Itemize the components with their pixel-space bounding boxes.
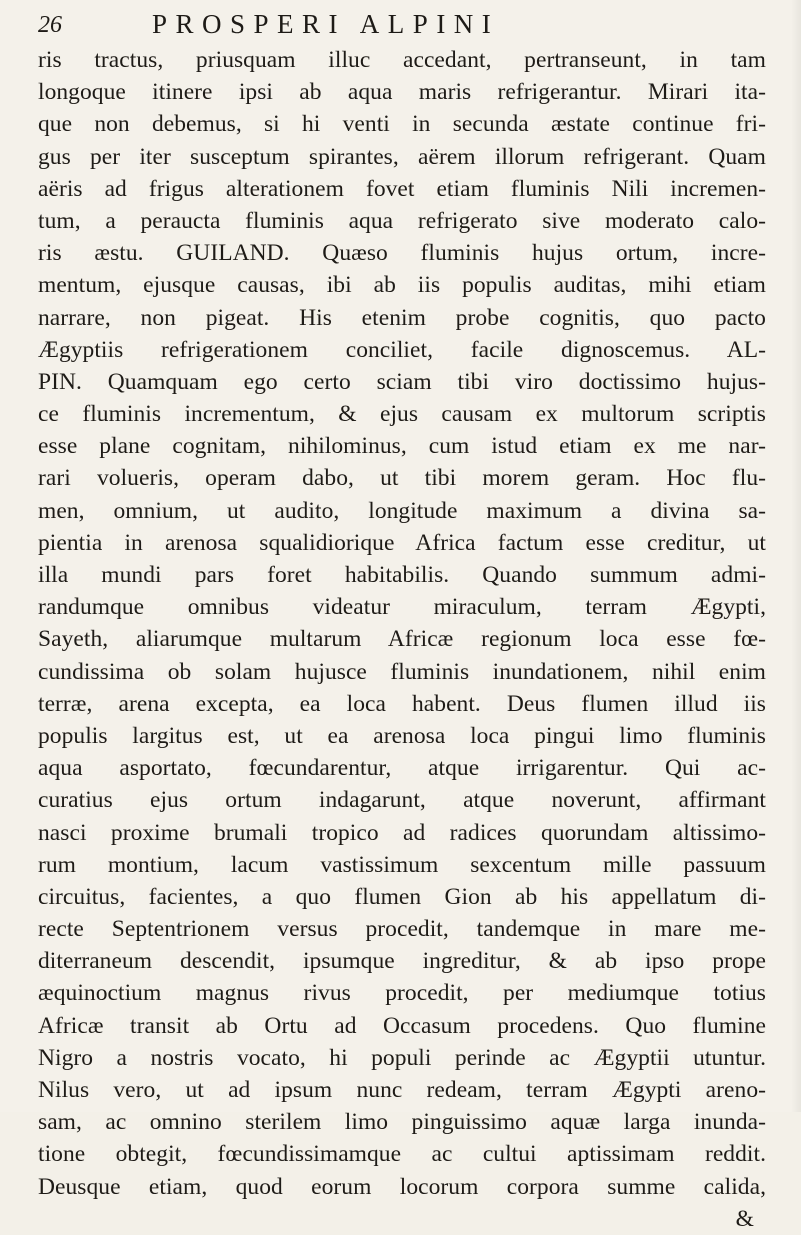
body-text: [38, 44, 766, 1235]
text-line: gus per iter susceptum spirantes, aërem illorum refrigerant. Quam: [38, 143, 766, 170]
text-line: narrare, non pigeat. His etenim probe cognitis, quo pacto: [38, 304, 766, 331]
text-line: randumque omnibus videatur miraculum, terram Ægypti,: [38, 594, 766, 621]
text-line: Deusque etiam, quod eorum locorum corpora summe calida,: [38, 1173, 766, 1200]
text-line: men, omnium, ut audito, longitude maximum a divina sa-: [38, 497, 766, 524]
text-line: rari volueris, operam dabo, ut tibi morem geram. Hoc flu-: [38, 465, 766, 492]
text-line: Nigro a nostris vocato, hi populi perinde ac Ægyptii utuntur.: [38, 1044, 766, 1071]
text-line: diterraneum descendit, ipsumque ingreditur, & ab ipso prope: [38, 948, 766, 975]
text-line: Sayeth, aliarumque multarum Africæ regionum loca esse fœ-: [38, 626, 766, 653]
text-line: tum, a perauсta fluminis aqua refrigerato sive moderato calo-: [38, 207, 766, 234]
text-line: rum montium, lacum vastissimum sexcentum mille passuum: [38, 851, 766, 878]
text-line: que non debemus, si hi venti in secunda æstate continue fri-: [38, 111, 766, 138]
text-line: aëris ad frigus alterationem fovet etiam fluminis Nili incremen-: [38, 175, 766, 202]
text-line: aqua asportato, fœcundarentur, atque irrigarentur. Qui ac-: [38, 755, 766, 782]
text-line: tione obtegit, fœcundissimamque ac cultui aptissimam reddit.: [38, 1141, 766, 1168]
text-line: Ægyptiis refrigerationem conciliet, facile dignoscemus. AL-: [38, 336, 766, 363]
page-header: [38, 8, 658, 42]
text-line: ris æstu. GUILAND. Quæso fluminis hujus ortum, incre-: [38, 240, 766, 267]
page-number: 26: [38, 12, 62, 38]
text-line: ce fluminis incrementum, & ejus causam ex multorum scriptis: [38, 401, 766, 428]
text-line: recte Septentrionem versus procedit, tandemque in mare me-: [38, 916, 766, 943]
text-line: cundissima ob solam hujusce fluminis inundationem, nihil enim: [38, 658, 766, 685]
text-line: sam, ac omnino sterilem limo pinguissimo aquæ larga inunda-: [38, 1109, 766, 1136]
text-line: longoque itinere ipsi ab aqua maris refrigerantur. Mirari ita-: [38, 79, 766, 106]
running-head: PROSPERI ALPINI: [152, 9, 500, 39]
text-line: Africæ transit ab Ortu ad Occasum procedens. Quo flumine: [38, 1012, 766, 1039]
text-line: ris tractus, priusquam illuc accedant, pertranseunt, in tam: [38, 47, 766, 73]
text-line: illa mundi pars foret habitabilis. Quando summum admi-: [38, 562, 766, 588]
text-line: terræ, arena excepta, ea loca habent. Deus flumen illud iis: [38, 690, 766, 717]
text-line: populis largitus est, ut ea arenosa loca pingui limo fluminis: [38, 722, 766, 749]
catchword: &: [735, 1205, 754, 1232]
text-line: mentum, ejusque causas, ibi ab iis populis auditas, mihi etiam: [38, 272, 766, 299]
text-line: PIN. Quamquam ego certo sciam tibi viro doctissimo hujus-: [38, 368, 766, 395]
text-line: Nilus vero, ut ad ipsum nunc redeam, terram Ægypti areno-: [38, 1077, 766, 1103]
text-line: circuitus, facientes, a quo flumen Gion ab his appellatum di-: [38, 883, 766, 910]
text-line: pientia in arenosa squalidiorique Africa factum esse creditur, ut: [38, 529, 766, 556]
text-line: æquinoctium magnus rivus procedit, per mediumque totius: [38, 980, 766, 1007]
text-line: curatius ejus ortum indagarunt, atque noverunt, affirmant: [38, 787, 766, 814]
text-line: nasci proxime brumali tropico ad radices quorundam altissimo-: [38, 819, 766, 846]
text-line: esse plane cognitam, nihilominus, cum istud etiam ex me nar-: [38, 433, 766, 460]
